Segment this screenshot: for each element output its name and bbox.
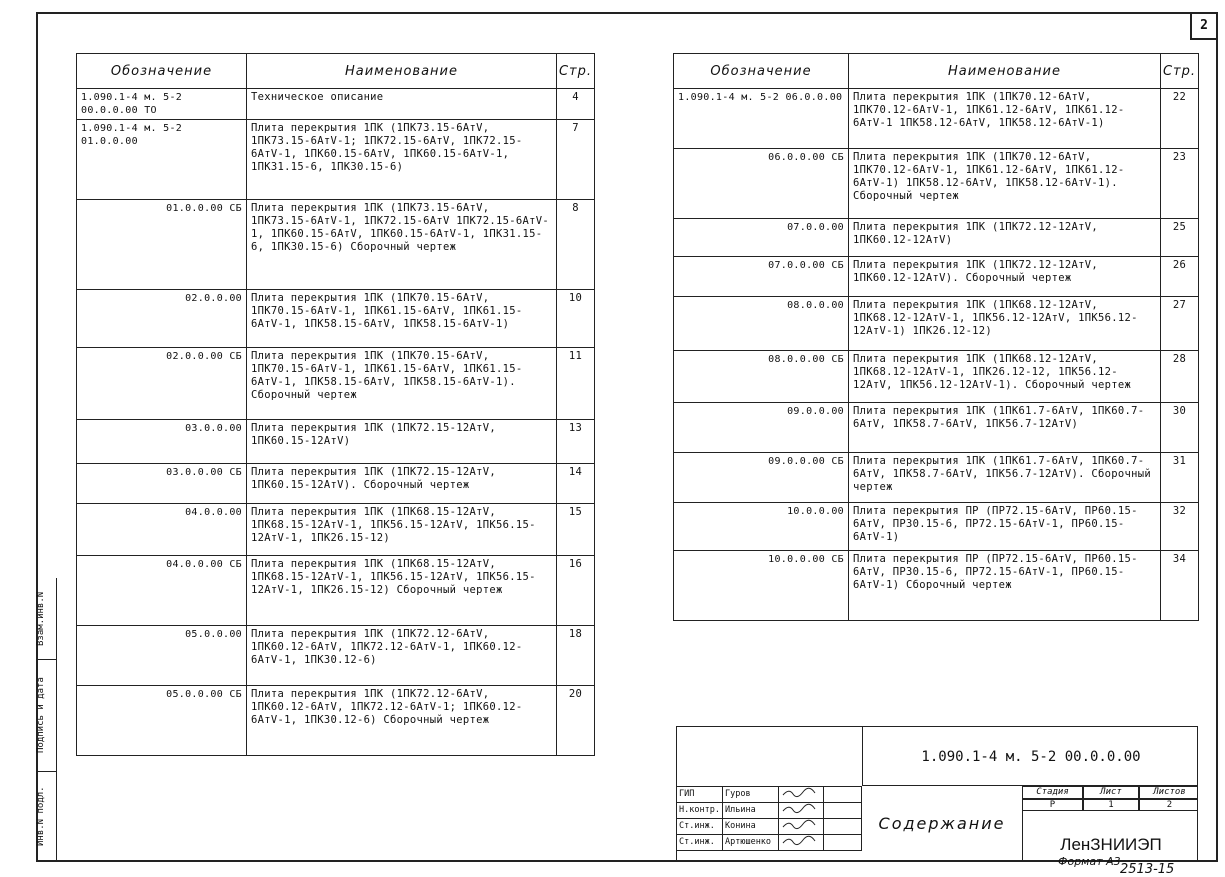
row-page: 30: [1161, 403, 1199, 453]
row-name: Плита перекрытия 1ПК (1ПК68.12-12АтV, 1ПК68.12-12АтV-1, 1ПК26.12-12, 1ПК56.12-12АтV, 1ПК56.12-12АтV-1). Сборочный чертеж: [849, 351, 1161, 403]
row-name: Плита перекрытия 1ПК (1ПК72.15-12АтV, 1ПК60.15-12АтV). Сборочный чертеж: [247, 464, 557, 504]
table-row: [77, 120, 595, 200]
signature-scribble: [781, 835, 821, 846]
table-row: [674, 149, 1199, 219]
table-row: [77, 686, 595, 756]
row-page: 23: [1161, 149, 1199, 219]
header-page: Стр.: [557, 54, 595, 89]
contents-table-right: [673, 53, 1199, 621]
signature-scribble: [781, 819, 821, 830]
row-name: Плита перекрытия 1ПК (1ПК72.12-12АтV, 1ПК60.12-12АтV): [849, 219, 1161, 257]
format-label: Формат А3: [1058, 855, 1121, 868]
doc-code-cell: [862, 726, 1198, 786]
row-name: Плита перекрытия 1ПК (1ПК73.15-6АтV, 1ПК73.15-6АтV-1; 1ПК72.15-6АтV, 1ПК72.15-6АтV-1, 1ПК60.15-6АтV, 1ПК60.15-6АтV-1, 1ПК31.15-6, 1ПК30.15-6): [247, 120, 557, 200]
table-row: [77, 504, 595, 556]
row-designation: 01.0.0.00 СБ: [77, 200, 247, 290]
row-page: 16: [557, 556, 595, 626]
staff-date: [823, 787, 861, 803]
table-row: [77, 420, 595, 464]
row-name: Плита перекрытия 1ПК (1ПК70.15-6АтV, 1ПК70.15-6АтV-1, 1ПК61.15-6АтV, 1ПК61.15-6АтV-1, 1ПК58.15-6АтV, 1ПК58.15-6АтV-1). Сборочный чертеж: [247, 348, 557, 420]
staff-name: Ильина: [722, 803, 778, 819]
staff-row: [677, 819, 862, 835]
row-designation: 09.0.0.00 СБ: [674, 453, 849, 503]
table-row: [674, 297, 1199, 351]
row-page: 10: [557, 290, 595, 348]
row-page: 14: [557, 464, 595, 504]
doc-code: 1.090.1-4 м. 5-2 00.0.0.00: [921, 749, 1141, 765]
row-designation: 1.090.1-4 м. 5-2 06.0.0.00: [674, 89, 849, 149]
row-page: 22: [1161, 89, 1199, 149]
inv-orig-label: Инв.N подл.: [36, 772, 56, 862]
row-designation: 09.0.0.00: [674, 403, 849, 453]
table-row: [674, 503, 1199, 551]
row-name: Плита перекрытия 1ПК (1ПК61.7-6АтV, 1ПК60.7-6АтV, 1ПК58.7-6АтV, 1ПК56.7-12АтV). Сборочный чертеж: [849, 453, 1161, 503]
staff-row: [677, 787, 862, 803]
row-name: Плита перекрытия 1ПК (1ПК70.12-6АтV, 1ПК70.12-6АтV-1, 1ПК61.12-6АтV, 1ПК61.12-6АтV-1 1ПК58.12-6АтV, 1ПК58.12-6АтV-1): [849, 89, 1161, 149]
row-designation: 07.0.0.00: [674, 219, 849, 257]
organization: ЛенЗНИИЭП: [1060, 835, 1162, 854]
header-name: Наименование: [247, 54, 557, 89]
row-name: Плита перекрытия 1ПК (1ПК68.15-12АтV, 1ПК68.15-12АтV-1, 1ПК56.15-12АтV, 1ПК56.15-12АтV-1, 1ПК26.15-12): [247, 504, 557, 556]
table-row: [674, 403, 1199, 453]
row-page: 26: [1161, 257, 1199, 297]
row-page: 27: [1161, 297, 1199, 351]
row-page: 13: [557, 420, 595, 464]
row-name: Плита перекрытия 1ПК (1ПК72.12-6АтV, 1ПК60.12-6АтV, 1ПК72.12-6АтV-1; 1ПК60.12-6АтV-1, 1ПК30.12-6) Сборочный чертеж: [247, 686, 557, 756]
row-name: Плита перекрытия 1ПК (1ПК70.15-6АтV, 1ПК70.15-6АтV-1, 1ПК61.15-6АтV, 1ПК61.15-6АтV-1, 1ПК58.15-6АтV, 1ПК58.15-6АтV-1): [247, 290, 557, 348]
stage-label: Стадия: [1023, 787, 1083, 799]
staff-signature: [778, 787, 823, 803]
row-designation: 02.0.0.00 СБ: [77, 348, 247, 420]
signature-scribble: [781, 787, 821, 798]
row-page: 11: [557, 348, 595, 420]
row-name: Техническое описание: [247, 89, 557, 120]
row-name: Плита перекрытия 1ПК (1ПК68.15-12АтV, 1ПК68.15-12АтV-1, 1ПК56.15-12АтV, 1ПК56.15-12АтV-1, 1ПК26.15-12) Сборочный чертеж: [247, 556, 557, 626]
row-name: Плита перекрытия ПР (ПР72.15-6АтV, ПР60.15-6АтV, ПР30.15-6, ПР72.15-6АтV-1, ПР60.15-6АтV-1) Сборочный чертеж: [849, 551, 1161, 621]
row-designation: 03.0.0.00: [77, 420, 247, 464]
row-page: 32: [1161, 503, 1199, 551]
row-designation: 10.0.0.00: [674, 503, 849, 551]
table-row: [674, 551, 1199, 621]
contents-table-left: [76, 53, 595, 756]
row-name: Плита перекрытия 1ПК (1ПК72.12-6АтV, 1ПК60.12-6АтV, 1ПК72.12-6АтV-1, 1ПК60.12-6АтV-1, 1ПК30.12-6): [247, 626, 557, 686]
row-page: 20: [557, 686, 595, 756]
row-designation: 06.0.0.00 СБ: [674, 149, 849, 219]
row-name: Плита перекрытия 1ПК (1ПК72.12-12АтV, 1ПК60.12-12АтV). Сборочный чертеж: [849, 257, 1161, 297]
signature-scribble: [781, 803, 821, 814]
row-designation: 07.0.0.00 СБ: [674, 257, 849, 297]
table-row: [674, 351, 1199, 403]
stage-block: [1022, 786, 1198, 862]
row-page: 4: [557, 89, 595, 120]
stage-value: Р: [1023, 799, 1083, 811]
staff-signature: [778, 835, 823, 851]
title-block: [676, 726, 1198, 862]
replace-inv-label: Взам.инв.N: [36, 578, 56, 660]
row-page: 8: [557, 200, 595, 290]
table-row: [77, 556, 595, 626]
staff-signature: [778, 819, 823, 835]
staff-date: [823, 819, 861, 835]
staff-signature: [778, 803, 823, 819]
row-page: 34: [1161, 551, 1199, 621]
row-designation: 04.0.0.00 СБ: [77, 556, 247, 626]
staff-role: Ст.инж.: [677, 835, 723, 851]
staff-name: Конина: [722, 819, 778, 835]
staff-date: [823, 803, 861, 819]
row-name: Плита перекрытия ПР (ПР72.15-6АтV, ПР60.15-6АтV, ПР30.15-6, ПР72.15-6АтV-1, ПР60.15-6АтV-1): [849, 503, 1161, 551]
row-designation: 02.0.0.00: [77, 290, 247, 348]
sheets-value: 2: [1139, 799, 1198, 811]
row-designation: 1.090.1-4 м. 5-2 01.0.0.00: [77, 120, 247, 200]
table-row: [77, 626, 595, 686]
table-row: [77, 348, 595, 420]
table-row: [674, 453, 1199, 503]
row-designation: 1.090.1-4 м. 5-2 00.0.0.00 ТО: [77, 89, 247, 120]
header-page: Стр.: [1161, 54, 1199, 89]
staff-name: Артюшенко: [722, 835, 778, 851]
row-page: 28: [1161, 351, 1199, 403]
header-designation: Обозначение: [674, 54, 849, 89]
staff-role: Н.контр.: [677, 803, 723, 819]
table-row: [77, 200, 595, 290]
row-page: 31: [1161, 453, 1199, 503]
table-row: [674, 257, 1199, 297]
header-name: Наименование: [849, 54, 1161, 89]
row-page: 7: [557, 120, 595, 200]
sheet-label: Лист: [1083, 787, 1139, 799]
row-designation: 10.0.0.00 СБ: [674, 551, 849, 621]
left-stamp-column: [36, 578, 57, 862]
row-name: Плита перекрытия 1ПК (1ПК70.12-6АтV, 1ПК70.12-6АтV-1, 1ПК61.12-6АтV, 1ПК61.12-6АтV-1) 1ПК58.12-6АтV, 1ПК58.12-6АтV-1). Сборочный чертеж: [849, 149, 1161, 219]
doc-title: Содержание: [878, 814, 1006, 833]
row-designation: 05.0.0.00 СБ: [77, 686, 247, 756]
staff-role: ГИП: [677, 787, 723, 803]
staff-name: Гуров: [722, 787, 778, 803]
row-page: 18: [557, 626, 595, 686]
table-row: [77, 464, 595, 504]
sheets-label: Листов: [1139, 787, 1198, 799]
row-page: 25: [1161, 219, 1199, 257]
sign-date-label: Подпись и дата: [36, 660, 56, 772]
row-designation: 04.0.0.00: [77, 504, 247, 556]
sheet-value: 1: [1083, 799, 1139, 811]
row-designation: 08.0.0.00 СБ: [674, 351, 849, 403]
table-row: [77, 290, 595, 348]
staff-role: Ст.инж.: [677, 819, 723, 835]
row-designation: 05.0.0.00: [77, 626, 247, 686]
row-name: Плита перекрытия 1ПК (1ПК68.12-12АтV, 1ПК68.12-12АтV-1, 1ПК56.12-12АтV, 1ПК56.12-12АтV-1) 1ПК26.12-12): [849, 297, 1161, 351]
row-page: 15: [557, 504, 595, 556]
table-row: [674, 219, 1199, 257]
row-designation: 03.0.0.00 СБ: [77, 464, 247, 504]
row-name: Плита перекрытия 1ПК (1ПК73.15-6АтV, 1ПК73.15-6АтV-1, 1ПК72.15-6АтV 1ПК72.15-6АтV-1, 1ПК60.15-6АтV, 1ПК60.15-6АтV-1, 1ПК31.15-6, 1ПК30.15-6) Сборочный чертеж: [247, 200, 557, 290]
staff-table: [676, 786, 862, 851]
table-row: [77, 89, 595, 120]
sheet-code: 2513-15: [1120, 862, 1175, 877]
staff-date: [823, 835, 861, 851]
staff-row: [677, 835, 862, 851]
sheet-number: 2: [1190, 14, 1216, 40]
row-name: Плита перекрытия 1ПК (1ПК72.15-12АтV, 1ПК60.15-12АтV): [247, 420, 557, 464]
row-name: Плита перекрытия 1ПК (1ПК61.7-6АтV, 1ПК60.7-6АтV, 1ПК58.7-6АтV, 1ПК56.7-12АтV): [849, 403, 1161, 453]
header-designation: Обозначение: [77, 54, 247, 89]
row-designation: 08.0.0.00: [674, 297, 849, 351]
staff-row: [677, 803, 862, 819]
table-row: [674, 89, 1199, 149]
